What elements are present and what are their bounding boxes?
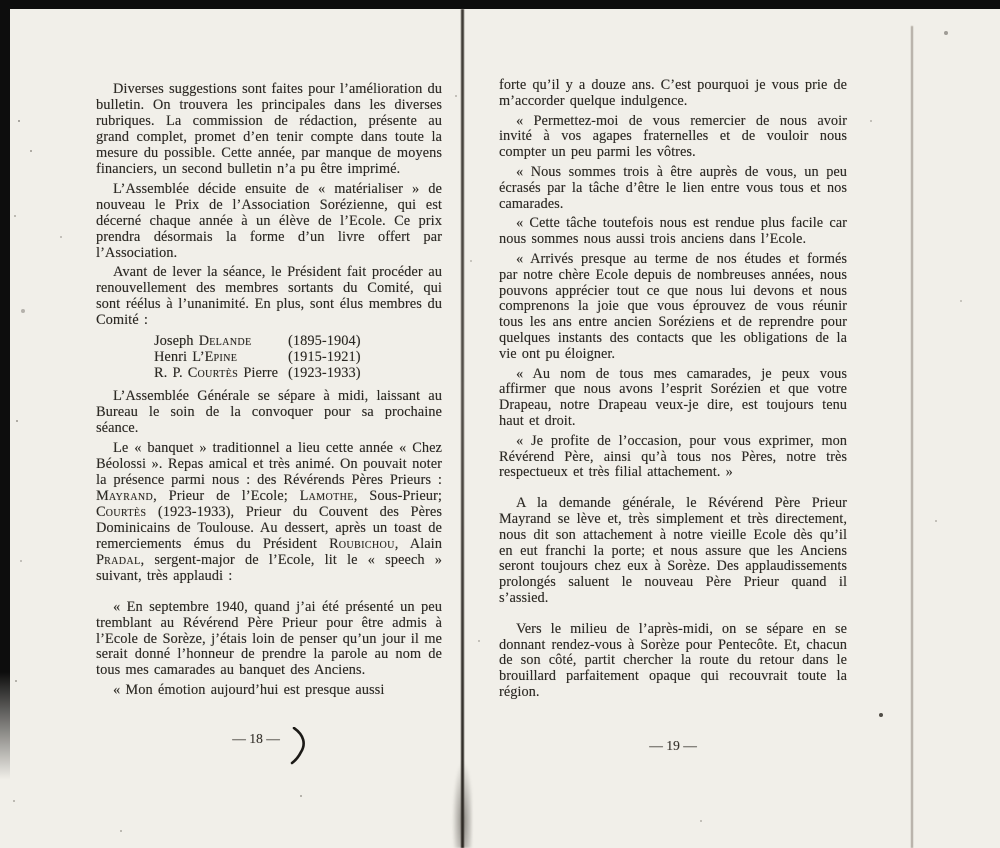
paragraph: forte qu’il y a douze ans. C’est pourquoi je vous prie de m’accorder quelque indulgence. <box>499 77 847 109</box>
paragraph: « Au nom de tous mes camarades, je peux vous affirmer que nous avons l’esprit Sorézien et que votre Drapeau, notre Drapeau veux-je dire, est toujours tenu haut et droit. <box>499 365 847 429</box>
member-name: Joseph Delande <box>154 333 252 350</box>
paragraph: Diverses suggestions sont faites pour l’amélioration du bulletin. On trouvera les principales dans les diverses rubriques. La commission de rédaction, présente au grand complet, promet d’en tenir compte dans toute la mesure du possible. Cette année, par manque de moyens financiers, un second bulletin n’a pu être imprimé. <box>96 81 442 177</box>
member-dates: (1895-1904) <box>288 333 361 350</box>
member-row <box>154 366 442 382</box>
paragraph: « Je profite de l’occasion, pour vous exprimer, mon Révérend Père, ainsi qu’à tous nos Pères, notre très respectueux et très filial attachement. » <box>499 432 847 481</box>
member-dates: (1923-1933) <box>288 365 361 382</box>
page-gutter-smudge <box>452 760 472 848</box>
scan-edge-left <box>0 8 10 780</box>
paragraph: « Nous sommes trois à être auprès de vous, un peu écrasés par la tâche d’être le lien entre vous tous et nos camarades. <box>499 163 847 212</box>
member-name: R. P. Courtès Pierre <box>154 365 279 382</box>
page-left-text <box>96 82 442 703</box>
member-row <box>154 334 442 350</box>
paragraph: « En septembre 1940, quand j’ai été présenté un peu tremblant au Révérend Père Prieur pour être admis à l’Ecole de Sorèze, j’étais loin de penser qu’un jour il me serait donné l’honneur de prendre la parole au nom de tous mes camarades au banquet des Anciens. <box>96 598 442 679</box>
page-right-text <box>499 78 847 705</box>
page-number-right: — 19 — <box>649 738 697 753</box>
member-row <box>154 350 442 366</box>
page-number-left: — 18 — <box>232 731 280 746</box>
paragraph: « Permettez-moi de vous remercier de nous avoir invité à vos agapes fraternelles et de vouloir nous compter un peu parmi les vôtres. <box>499 112 847 161</box>
pen-mark <box>290 727 310 765</box>
member-dates: (1915-1921) <box>288 349 361 366</box>
page-edge-line <box>911 26 913 848</box>
paragraph: « Arrivés presque au terme de nos études et formés par notre chère Ecole depuis de nombreuses années, nous pouvons apprécier tout ce que nous lui devons et nous comprenons la joie que vous éprouvez de vous réunir tous les ans entre ancien Soréziens et de reprendre pour quelques instants des contacts que les obligations de la vie ont pu éloigner. <box>499 250 847 362</box>
paragraph: Le « banquet » traditionnel a lieu cette année « Chez Béolossi ». Repas amical et très animé. On pouvait noter la présence parmi nous : des Révérends Pères Prieurs : Mayrand, Prieur de l’Ecole; Lamothe, Sous-Prieur; Courtès (1923-1933), Prieur du Couvent des Pères Dominicains de Toulouse. Au dessert, après un toast de remerciements émus du Président Roubichou, Alain Pradal, sergent-major de l’Ecole, lit le « speech » suivant, très applaudi : <box>96 440 443 584</box>
paragraph: « Mon émotion aujourd’hui est presque aussi <box>113 682 385 699</box>
member-name: Henri L’Epine <box>154 349 238 366</box>
committee-members-list <box>154 334 442 382</box>
paragraph: A la demande générale, le Révérend Père Prieur Mayrand se lève et, très simplement et très directement, nous dit son attachement à notre vieille Ecole dès qu’il en eut franchi la porte; et nous assure que les Anciens seront toujours chez eux à Sorèze. Des applaudissements prolongés saluent le nouveau Père Prieur quand il s’assied. <box>499 495 847 606</box>
paragraph: L’Assemblée décide ensuite de « matérialiser » de nouveau le Prix de l’Association Sorézienne, qui est décerné chaque année à un élève de l’Ecole. Ce prix prendra désormais la forme d’un livre offert par l’Association. <box>96 180 442 261</box>
paragraph: Avant de lever la séance, le Président fait procéder au renouvellement des membres sortants du Comité, qui sont réélus à l’unanimité. En plus, sont élus membres du Comité : <box>96 264 442 329</box>
scan-edge-top <box>0 0 1000 9</box>
page-gutter-line <box>461 9 464 848</box>
paragraph: Vers le milieu de l’après-midi, on se sépare en se donnant rendez-vous à Sorèze pour Pentecôte. Et, chacun de son côté, partit chercher la route du retour dans le brouillard parfaitement opaque qui recouvrait toute la région. <box>499 620 847 700</box>
scan-noise <box>0 0 2 2</box>
paragraph: « Cette tâche toutefois nous est rendue plus facile car nous sommes nous aussi trois anciens dans l’Ecole. <box>499 215 847 248</box>
paragraph: L’Assemblée Générale se sépare à midi, laissant au Bureau le soin de la convoquer pour sa prochaine séance. <box>96 388 442 437</box>
